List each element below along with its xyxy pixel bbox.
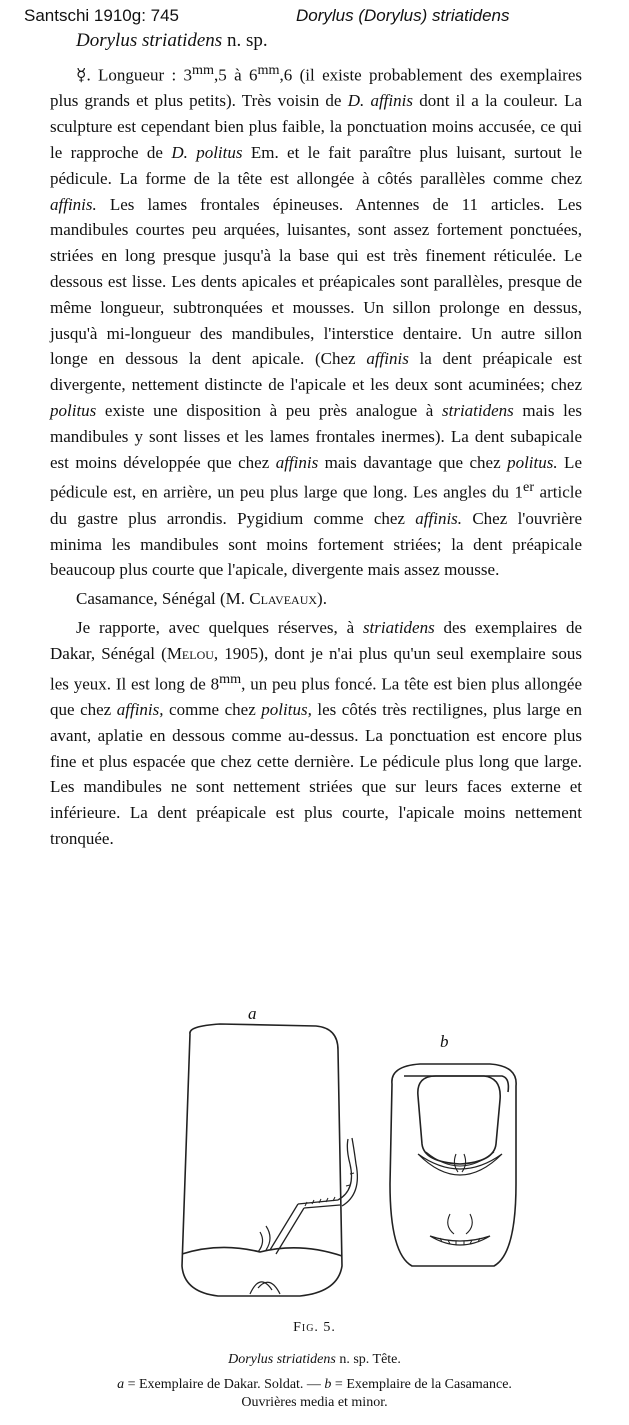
worker-symbol: ☿: [76, 65, 87, 85]
figure-5: [160, 1004, 540, 1309]
figure-caption-line3: Ouvrières media et minor.: [241, 1395, 388, 1410]
figure-label-b: b: [440, 1032, 449, 1051]
paragraph-worker-description: ☿. Longueur : $3^{mm},5$ à $6^{mm},6$ (il existe probablement des exemplaires plus grands et plus petits). Très voisin de D. affinis dont il a la couleur. La sculpture est cependant bien plus faible, la ponctuation moins accusée, ce qui le rapproche de D. politus Em. et le fait paraître plus luisant, surtout le pédicule. La forme de la tête est allongée à côtés parallèles comme chez affinis. Les lames frontales épineuses. Antennes de 11 articles. Les mandibules courtes peu arquées, luisantes, sont assez fortement ponctuées, striées en long presque jusqu'à la base qui est très finement réticulée. Le dessous est lisse. Les dents apicales et préapicales sont parallèles, presque de même longueur, subtronquées et mousses. Un sillon prolonge en dessus, jusqu'à mi-longueur des mandibules, l'interstice dentaire. Un autre sillon longe en dessous la dent apicale. (Chez affinis la dent préapicale est divergente, nettement distincte de l'apicale et les deux sont acuminées; chez politus existe une disposition à peu près analogue à striatidens mais les mandibules y sont lisses et les lames frontales inermes). La dent subapicale est moins développée que chez affinis mais davantage que chez politus. Le pédicule est, en arrière, un peu plus large que long. Les angles du 1er article du gastre plus arrondis. Pygidium comme chez affinis. Chez l'ouvrière minima les mandibules sont moins fortement striées; la dent préapicale beaucoup plus courte que l'apicale, divergente mais assez mousse.: [50, 62, 583, 580]
species-name: Dorylus striatidens: [76, 30, 223, 51]
figure-number: Fig. 5.: [293, 1320, 336, 1335]
collector-name: Melou: [166, 643, 214, 663]
collector-name: Claveaux: [249, 589, 318, 609]
description-text: [50, 58, 582, 852]
paragraph-locality: Casamance, Sénégal (M. Claveaux).: [76, 589, 327, 609]
figure-label-a: a: [248, 1004, 257, 1023]
head-drawing-b: [390, 1064, 516, 1266]
head-drawings: [160, 1004, 540, 1309]
figure-caption-title: Dorylus striatidens n. sp. Tête.: [228, 1352, 401, 1367]
taxon-name: Dorylus (Dorylus) striatidens: [296, 6, 510, 25]
running-header: [24, 6, 621, 30]
figure-caption-legend: a = Exemplaire de Dakar. Soldat. — b = Exemplaire de la Casamance. Ouvrières media et minor.: [117, 1377, 512, 1410]
species-suffix: n. sp.: [222, 30, 268, 51]
species-title: [76, 30, 268, 52]
head-drawing-a: [182, 1024, 357, 1296]
citation: Santschi 1910g: 745: [24, 6, 180, 25]
paragraph-dakar-specimens: Je rapporte, avec quelques réserves, à striatidens des exemplaires de Dakar, Sénégal (Melou, 1905), dont je n'ai plus qu'un seul exemplaire sous les yeux. Il est long de $8^{mm}$, un peu plus foncé. La tête est bien plus allongée que chez affinis, comme chez politus, les côtés très rectilignes, plus large en avant, aplatie en dessous comme au-dessus. La ponctuation est encore plus fine et plus espacée que chez cette dernière. Le pédicule plus long que large. Les mandibules ne sont nettement striées que sur leurs faces externe et inférieure. La dent préapicale est plus courte, l'apicale moins nettement tronquée.: [50, 618, 582, 849]
